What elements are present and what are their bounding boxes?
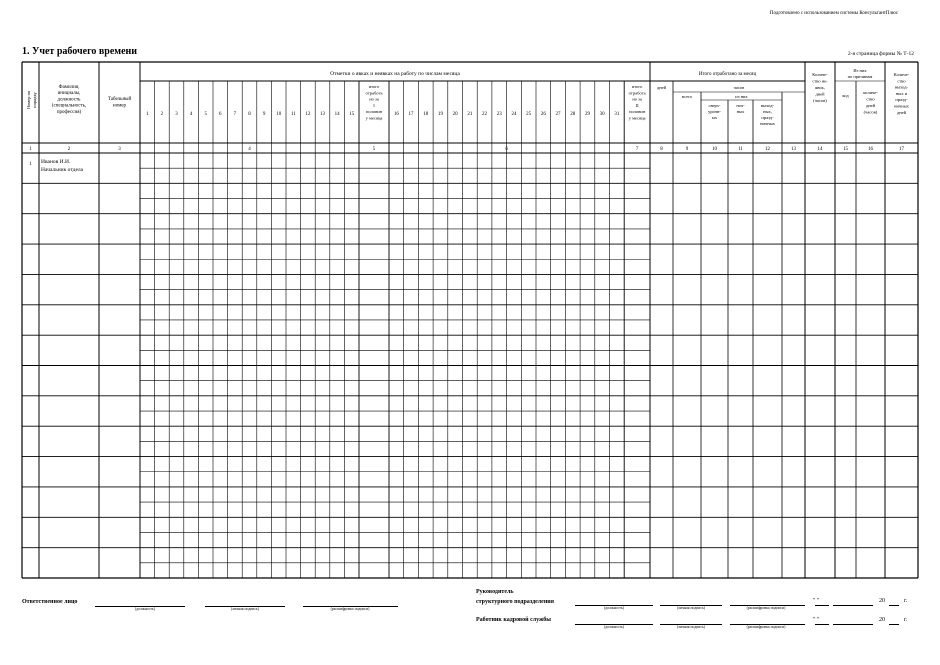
header-absent: ство не- bbox=[812, 78, 828, 84]
day-header: 29 bbox=[584, 112, 590, 117]
day-header: 10 bbox=[276, 112, 282, 117]
day-header: 9 bbox=[262, 112, 266, 117]
caption-decode: (расшифровка подписи) bbox=[330, 607, 370, 611]
year-suffix: г. bbox=[904, 617, 908, 623]
caption-sign: (личная подпись) bbox=[676, 625, 705, 629]
caption-decode: (расшифровка подписи) bbox=[746, 606, 786, 610]
header-total: Итого отработано за месяц bbox=[698, 72, 757, 77]
header-absent: (часов) bbox=[813, 98, 827, 103]
column-number: 6 bbox=[505, 147, 508, 152]
day-header: 21 bbox=[467, 112, 473, 117]
day-header: 14 bbox=[334, 112, 340, 117]
header-weekends: ство bbox=[897, 78, 906, 84]
header-num: порядку bbox=[32, 92, 37, 108]
head-label-1: Руководитель bbox=[476, 589, 514, 595]
header-weekends: празд- bbox=[895, 97, 908, 103]
column-number: 2 bbox=[67, 147, 71, 152]
header-weekends: выход- bbox=[894, 84, 909, 90]
header-half2: половин bbox=[629, 109, 646, 115]
day-header: 26 bbox=[540, 112, 546, 117]
year-suffix: г. bbox=[904, 598, 908, 604]
header-overtime: урочн- bbox=[708, 109, 721, 114]
caption-position: (должность) bbox=[604, 625, 624, 629]
caption-position: (должность) bbox=[604, 606, 624, 610]
header-half2: у месяца bbox=[628, 115, 646, 121]
column-number: 11 bbox=[738, 147, 743, 152]
day-header: 12 bbox=[305, 112, 311, 117]
day-header: 1 bbox=[146, 112, 149, 117]
day-header: 22 bbox=[482, 112, 488, 117]
column-number: 9 bbox=[685, 147, 689, 152]
day-header: 30 bbox=[599, 112, 605, 117]
header-half2: отработа bbox=[628, 90, 646, 96]
page-title: 1. Учет рабочего времени bbox=[22, 46, 138, 57]
caption-sign: (личная подпись) bbox=[230, 607, 259, 611]
header-days: дней bbox=[656, 85, 667, 90]
date-year-line[interactable] bbox=[889, 605, 899, 606]
header-all: всего bbox=[681, 94, 693, 99]
header-holiday: выход- bbox=[760, 103, 775, 108]
header-half2: итого bbox=[631, 84, 643, 89]
column-number: 10 bbox=[712, 147, 717, 152]
column-number: 16 bbox=[868, 147, 873, 152]
header-half1: отработа bbox=[365, 90, 383, 96]
header-overtime: сверх- bbox=[708, 103, 721, 108]
header-half1: итого bbox=[368, 84, 380, 89]
date-day-line[interactable] bbox=[815, 624, 829, 625]
row-number: 1 bbox=[29, 162, 32, 167]
year-prefix: 20 bbox=[879, 598, 885, 604]
header-absent-qty: ство bbox=[866, 96, 875, 102]
date-quote: " " bbox=[813, 617, 820, 623]
day-header: 15 bbox=[349, 112, 355, 117]
header-marks: Отметки о явках и неявках на работу по числам месяца bbox=[330, 71, 460, 77]
header-weekends: дней bbox=[896, 109, 907, 115]
day-header: 24 bbox=[511, 112, 517, 117]
day-header: 8 bbox=[248, 112, 251, 117]
header-half1: но за bbox=[369, 96, 379, 102]
date-month-line[interactable] bbox=[833, 624, 873, 625]
day-header: 16 bbox=[393, 112, 399, 117]
header-absent: Количе- bbox=[812, 72, 828, 77]
consultant-note: Подготовлено с использованием системы КонсультантПлюс bbox=[769, 11, 898, 16]
header-reasons: Из них bbox=[853, 68, 867, 73]
responsible-label: Ответственное лицо bbox=[22, 599, 78, 605]
header-absent-qty: количе- bbox=[863, 90, 878, 95]
column-number: 5 bbox=[372, 147, 376, 152]
header-absent-qty: дней bbox=[865, 103, 876, 108]
day-header: 3 bbox=[175, 112, 178, 117]
column-number: 4 bbox=[248, 147, 251, 152]
date-quote: " " bbox=[813, 598, 820, 604]
day-header: 23 bbox=[496, 112, 502, 117]
day-header: 6 bbox=[219, 112, 222, 117]
header-half1: I bbox=[373, 102, 375, 108]
day-header: 31 bbox=[614, 112, 620, 117]
head-label-2: структурного подразделения bbox=[476, 599, 554, 605]
header-fio: профессия) bbox=[56, 109, 82, 115]
header-hours: часов bbox=[733, 85, 745, 90]
column-number: 14 bbox=[817, 147, 823, 152]
day-header: 18 bbox=[423, 112, 429, 117]
column-number: 17 bbox=[899, 147, 904, 152]
header-overtime: ых bbox=[711, 115, 718, 120]
header-code: код bbox=[842, 93, 849, 98]
header-half1: половин bbox=[365, 109, 383, 115]
day-header: 2 bbox=[160, 112, 164, 117]
header-half2: но за bbox=[632, 96, 642, 102]
header-absent: явок, bbox=[815, 85, 825, 90]
day-header: 28 bbox=[570, 112, 576, 117]
header-weekends: Количе- bbox=[893, 72, 910, 77]
header-holiday: ничных bbox=[760, 121, 775, 126]
header-tab: Табельный bbox=[107, 97, 132, 102]
header-absent-qty: (часов) bbox=[863, 109, 878, 115]
header-fio: (специальность, bbox=[51, 103, 87, 109]
header-night: ноч- bbox=[736, 103, 745, 108]
column-number: 13 bbox=[791, 147, 796, 152]
day-header: 5 bbox=[204, 112, 207, 117]
header-weekends: ничных bbox=[894, 103, 909, 109]
header-night: ных bbox=[736, 109, 745, 114]
employee-name: Иванов И.И. bbox=[41, 159, 71, 165]
header-fio: должность bbox=[57, 97, 81, 103]
form-reference: 2-я страница формы № Т-12 bbox=[847, 51, 914, 57]
header-fio: Фамилия, bbox=[58, 85, 80, 90]
header-num: Номер по bbox=[26, 90, 31, 110]
header-fio: инициалы, bbox=[57, 91, 81, 97]
column-number: 3 bbox=[118, 147, 121, 152]
hr-label: Работник кадровой службы bbox=[476, 617, 551, 623]
day-header: 20 bbox=[452, 112, 458, 117]
header-of-them: из них bbox=[735, 94, 748, 99]
day-header: 25 bbox=[526, 112, 532, 117]
year-prefix: 20 bbox=[879, 617, 885, 623]
header-reasons: по причинам bbox=[847, 74, 873, 79]
header-absent: дней bbox=[815, 91, 825, 97]
caption-position: (должность) bbox=[135, 607, 155, 611]
header-holiday: празд- bbox=[761, 115, 774, 120]
date-year-line[interactable] bbox=[889, 624, 899, 625]
column-number: 8 bbox=[660, 147, 663, 152]
employee-position: Начальник отдела bbox=[41, 167, 84, 173]
day-header: 13 bbox=[320, 112, 325, 117]
header-tab: номер bbox=[113, 103, 126, 109]
column-number: 7 bbox=[635, 147, 639, 152]
day-header: 19 bbox=[437, 112, 443, 117]
day-header: 27 bbox=[555, 112, 561, 117]
date-day-line[interactable] bbox=[815, 605, 829, 606]
column-number: 1 bbox=[29, 147, 32, 152]
header-half1: у месяца bbox=[365, 115, 383, 121]
header-holiday: ных, bbox=[763, 109, 772, 114]
column-number: 15 bbox=[843, 147, 848, 152]
column-number: 12 bbox=[765, 147, 770, 152]
date-month-line[interactable] bbox=[833, 605, 873, 606]
header-half2: II bbox=[635, 102, 639, 108]
caption-sign: (личная подпись) bbox=[676, 606, 705, 610]
header-weekends: ных и bbox=[895, 90, 908, 96]
day-header: 17 bbox=[408, 112, 414, 117]
day-header: 11 bbox=[290, 112, 296, 117]
caption-decode: (расшифровка подписи) bbox=[746, 625, 786, 629]
day-header: 7 bbox=[233, 112, 237, 117]
day-header: 4 bbox=[189, 112, 193, 117]
